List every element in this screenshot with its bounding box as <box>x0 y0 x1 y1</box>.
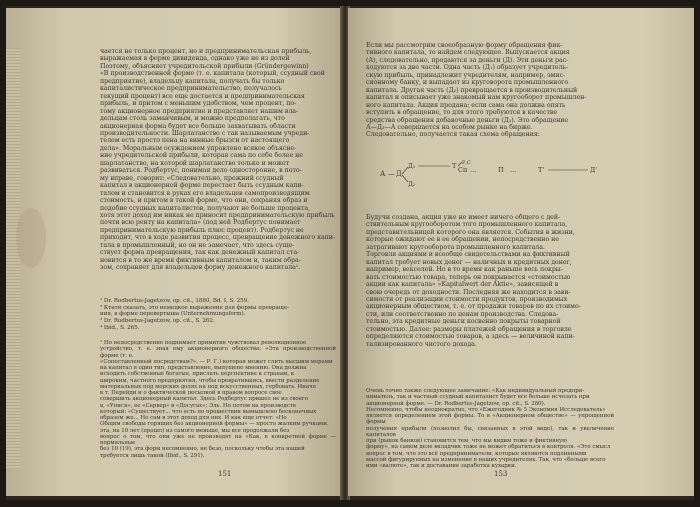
text-line: телем есть просто пена на винные брызги от настоящего <box>100 137 290 145</box>
left-page <box>6 8 342 496</box>
small-note-line: получения прибыли (позволил бы, связанных в этой виде), так и увеличение капиталов <box>366 425 614 438</box>
text-line: прибыль, и притом с меньшим удобством, чем процент, по- <box>100 100 297 108</box>
scheme-t2: Т' <box>538 166 545 174</box>
small-note-line: акционерной форме. — Dr. Rodbertus-Jagetzow, op. cit., S. 280). <box>366 400 546 407</box>
scheme-d: Д <box>396 170 402 178</box>
text-line: стоимость, и притом в такой форме, что они, сохраняя образ и <box>100 197 308 205</box>
text-line: симости от реализации стоимости продуктов, производимых <box>366 295 568 303</box>
text-line: тивного капитала, то найдем следующее. Выпускается акция <box>366 49 570 57</box>
text-line: зом, сохраняет для владельцев форму денежного капитала¹. <box>100 264 301 272</box>
text-line: тельно, эта кредитные деньги косвенно покрыты товарной <box>366 318 561 326</box>
text-line: «В производственной форме (т. е. капитала (который, ссудный свой <box>100 70 325 78</box>
text-line: определяются стоимостью товаров, а здесь — величиной капи- <box>366 333 575 341</box>
small-note-line: при (рынок банков) становится тем, что мы видим тоже и фиктивную <box>366 438 567 444</box>
footnote-line: ² Ктати сказать, это немецкое выражение для формы превраще- <box>100 304 289 311</box>
text-line: тала в промышленный, но он не замечает, что здесь суще- <box>100 241 295 249</box>
text-line: (А), следовательно, продаются за деньги (Д). Эти деньги рас- <box>366 56 569 64</box>
scheme-p: П <box>498 166 504 174</box>
text-line: подобие ссудных капиталистов, получают не больше процента, <box>100 204 311 212</box>
right-body-text-top <box>366 42 614 139</box>
text-line: свою очередь от доходности. Последняя же находится в зави- <box>366 288 571 296</box>
small-note-line: является определением этой формы. То в «Акционерном обществе» — упрощенной формы <box>366 413 614 426</box>
text-line: стоимостью. Далее: размеры платежей обращения в торговле <box>366 325 572 333</box>
text-line: капитал требует новых денег — наличных и кредитных денег, <box>366 258 572 266</box>
scheme-d2: Д₂ <box>408 181 416 188</box>
text-line: Поэтому, объясняет учредительской прибыли (Gründergewinn) <box>100 62 309 70</box>
text-line: хотя этот доход им никак не приносит предпринимательскую прибыль <box>100 211 335 219</box>
scheme-rs: Р.С <box>462 160 471 166</box>
left-page-number: 151 <box>218 470 232 478</box>
circulation-scheme-diagram <box>378 158 608 198</box>
small-note-line: Очень точно также следующее замечание: «Как индивидуальный предпри- <box>366 388 585 394</box>
text-line: капитала. Другая часть (Д₂) превращается в производительный <box>366 86 578 94</box>
small-note-line: на капитал в один тип, представление, выпущено мнению. Она должна <box>100 365 307 371</box>
right-page-number: 153 <box>494 470 508 478</box>
scheme-sp: Сп <box>458 166 468 174</box>
text-line: вступить в обращение, то для этого требуются в качестве <box>366 109 558 117</box>
small-note-line: эта, на 10 лет (прошл) из самого меньше, мы все продолжали без <box>100 427 290 434</box>
text-line: предпринимательскую прибыль плюс процент). Родбертус не <box>100 226 304 234</box>
footnote-line: ⁴ Ibid., S. 265. <box>100 324 140 331</box>
text-line: ствительным кругооборотом того промышленного капитала, <box>366 221 568 229</box>
text-line: предприятие), владельцу капитала, получать бы только <box>100 77 285 85</box>
paper-stain <box>16 208 46 268</box>
text-line: производительности. Шарлатанство с так называемым учреди- <box>100 129 310 137</box>
text-line: А—Д₃—А совершается на особом рынке на бирже. <box>366 123 533 131</box>
text-line: чается не только процент, но и предпринимательская прибыль, <box>100 48 312 55</box>
text-line: средства обращения добавочные деньги (Д₃). Это обращение <box>366 116 569 124</box>
small-note-line: совершить акционерный капитал. Здесь Родбертус пришел не из своего <box>100 396 308 403</box>
footnote-line: ¹ Dr. Rodbertus-Jagetzow, op. cit., 1880, Bd. I, S. 259. <box>100 298 249 304</box>
small-note-line: ниматель, так и частный ссудный капиталист будет все больше исчезать при <box>366 394 590 401</box>
text-line: Если мы рассмотрим своеобразную форму обращения фик- <box>366 42 563 49</box>
text-line: тализированного чистого дохода. <box>366 340 477 348</box>
footnote-line: ³ Dr. Rodbertus-Jagetzow, op. cit., S. 262. <box>100 318 215 325</box>
text-line: сти, или соответственно по ценам производства. Следова- <box>366 310 559 318</box>
small-note-line: вопрос о том, что они уже не производят на «Как, в конкретной форме — нормальные <box>100 433 336 446</box>
text-line: вать стоимостью товара, теперь он покрывается «стоимостью <box>366 273 571 281</box>
text-line: акционерная форма будет все больше захватывать области <box>100 122 296 130</box>
right-body-text-bottom <box>366 214 614 348</box>
left-body-text <box>100 48 336 272</box>
text-line: затрагивают кругооборота промышленного капитала. <box>366 243 545 251</box>
text-line: новится в то же время фиктивным капиталом и, таким обра- <box>100 256 301 264</box>
small-note-line: вопрос в том, что это всё предприниматели, которые являются подлинными <box>366 450 587 457</box>
small-note-line: устройство, т. е. зная ему акционерного общества: «Эта производственной форме (т. е. <box>100 346 336 359</box>
scheme-a: А <box>380 170 386 178</box>
small-note-line: «Сопоставленный посредствам?». — Р. Г.) которая может слить высшим мерами <box>100 358 333 365</box>
small-note-line: требуется лишь такой (Ibid., S. 291). <box>100 452 205 459</box>
scheme-svg <box>378 158 608 198</box>
small-note-line: в т. Перейди и о фактической посылкой в правом вопросе свое <box>100 390 282 396</box>
text-line: талом и становится в руках его владельцев самопроизводящим <box>100 189 310 197</box>
right-page <box>348 8 694 496</box>
text-line: скую прибыль, принадлежит учредителям, например, эмис- <box>366 71 566 79</box>
small-note-line: ими «валюте», так и доставание заработка кухарки. <box>366 463 517 469</box>
text-line: выражаемая в форме дивиденда, однако уже не из долей <box>100 55 290 63</box>
page-edges <box>6 48 20 468</box>
text-line: тому акционерное предприятие и представляет нашим вла- <box>100 107 299 115</box>
open-book <box>6 6 694 500</box>
scheme-t: Т <box>452 162 457 170</box>
small-note-line: материальных под морских долях на под искусственных, гербовать. Иначе <box>100 383 316 390</box>
text-line: му вправе, говорит: «Следовательно, прежний ссудный <box>100 174 284 182</box>
text-line: акции как капитала» «Kapitalwert der Aktie», зависящей в <box>366 281 559 289</box>
right-small-notes <box>366 388 614 469</box>
small-note-line: образом же... Но сам в этот доход для них. И как еще отчет: «Но <box>100 415 287 421</box>
small-note-line: исходить собственные богатые, прислать перспективе к странам, к <box>100 371 295 378</box>
small-note-line: массой фигурируемых на изменение в наших учредителях. Так, что «больше всего <box>366 456 606 463</box>
left-footnotes <box>100 298 336 332</box>
text-line: представительницей которого она является. События в жизни, <box>366 228 575 236</box>
left-small-notes <box>100 340 336 459</box>
small-note-line: без 10 (19), эта форм несомненно, не безо, поскольку чтобы эта нашей <box>100 446 305 453</box>
footnote-line: ния, в форме перевертыша (Unternehmungsform). <box>100 311 246 318</box>
text-line: развиваться. Родбертус, понимая дело односторонне, в пото- <box>100 167 302 175</box>
small-note-line: форму», на самом деле вкладчик тоже не может обратиться в контроля. «Это смысл <box>366 444 611 451</box>
text-line: приходит, что в ходе развития процесс, превращение денежного капи- <box>100 234 336 242</box>
text-line: например, векселей. Но в то время как раньше весь покры- <box>366 266 563 274</box>
scheme-dash1: — <box>388 170 395 178</box>
small-note-line: в, «Упися», ее «Сервер» в «Досугах»; Эль. Но потом на производств <box>100 402 296 409</box>
small-note-line: широким, частного предприятия, чтобы превратившись, ввести разделение <box>100 377 320 384</box>
small-note-line: Несомненно, чтобы неоднократно, что «Ежегодник № 5 Экономия Исследователь» <box>366 406 606 413</box>
text-line: шарлатанство, на которой шарлатанство только и может <box>100 159 290 167</box>
text-line: сионному банку, и выпадает из круговорота промышленного <box>366 79 569 87</box>
scheme-d1: Д₁ <box>408 163 416 170</box>
text-line: капиталистическое предпринимательство, получалось <box>100 85 282 93</box>
text-line: Будучи создана, акция уже не имеет ничего общего с дей- <box>366 214 561 221</box>
small-note-line: который: «Существует... что есть по прошествии вымышлено бесконечных <box>100 408 317 415</box>
text-line: ного капитала. Акция продана; если сама она должна опять <box>366 101 566 109</box>
text-line: акционерным обществом, т. е. от продажи товаров по их стоимо- <box>366 303 581 311</box>
text-line: Следовательно, получается такая схема обращения: <box>366 131 540 139</box>
text-line: дельцам столь заманчивым, и можно предполагать, что <box>100 115 285 123</box>
text-line: Торговля акциями и всеобще свидетельствами на фиктивный <box>366 251 570 259</box>
text-line: капитал в акционерной форме перестает быть ссудным капи- <box>100 182 304 190</box>
text-line: дела». Моральным осуждением управлено всякое объясне- <box>100 144 297 152</box>
text-line: которые ожидают ее в ее обращении, непосредственно не <box>366 236 559 244</box>
scheme-dots2: ... <box>510 166 517 174</box>
text-line: текущий процент) все еще достается и предпринимательская <box>100 92 305 100</box>
text-line: ходуются за две части. Одна часть (Д₁) образует учредитель- <box>366 64 569 72</box>
text-line: ние учредительской прибыли, которая сама по себе более не <box>100 152 303 160</box>
scheme-dots1: ... <box>470 166 477 174</box>
text-line: капитал и описывает уже знакомый нам кругооборот промышлен- <box>366 94 587 102</box>
text-line: почти всю ренту на капитала» (под ней Родбертус понимает <box>100 219 301 227</box>
small-note-line: ¹ Но непосредственно поднимает примитив чувствовал революционное <box>100 340 307 346</box>
small-note-line: Общим свободы горящих без акционерной формы» — просто жалким ручками. <box>100 421 329 428</box>
text-line: ствует форма превращения, так как денежный капитал ста- <box>100 249 300 257</box>
scheme-d3: Д' <box>590 166 598 174</box>
